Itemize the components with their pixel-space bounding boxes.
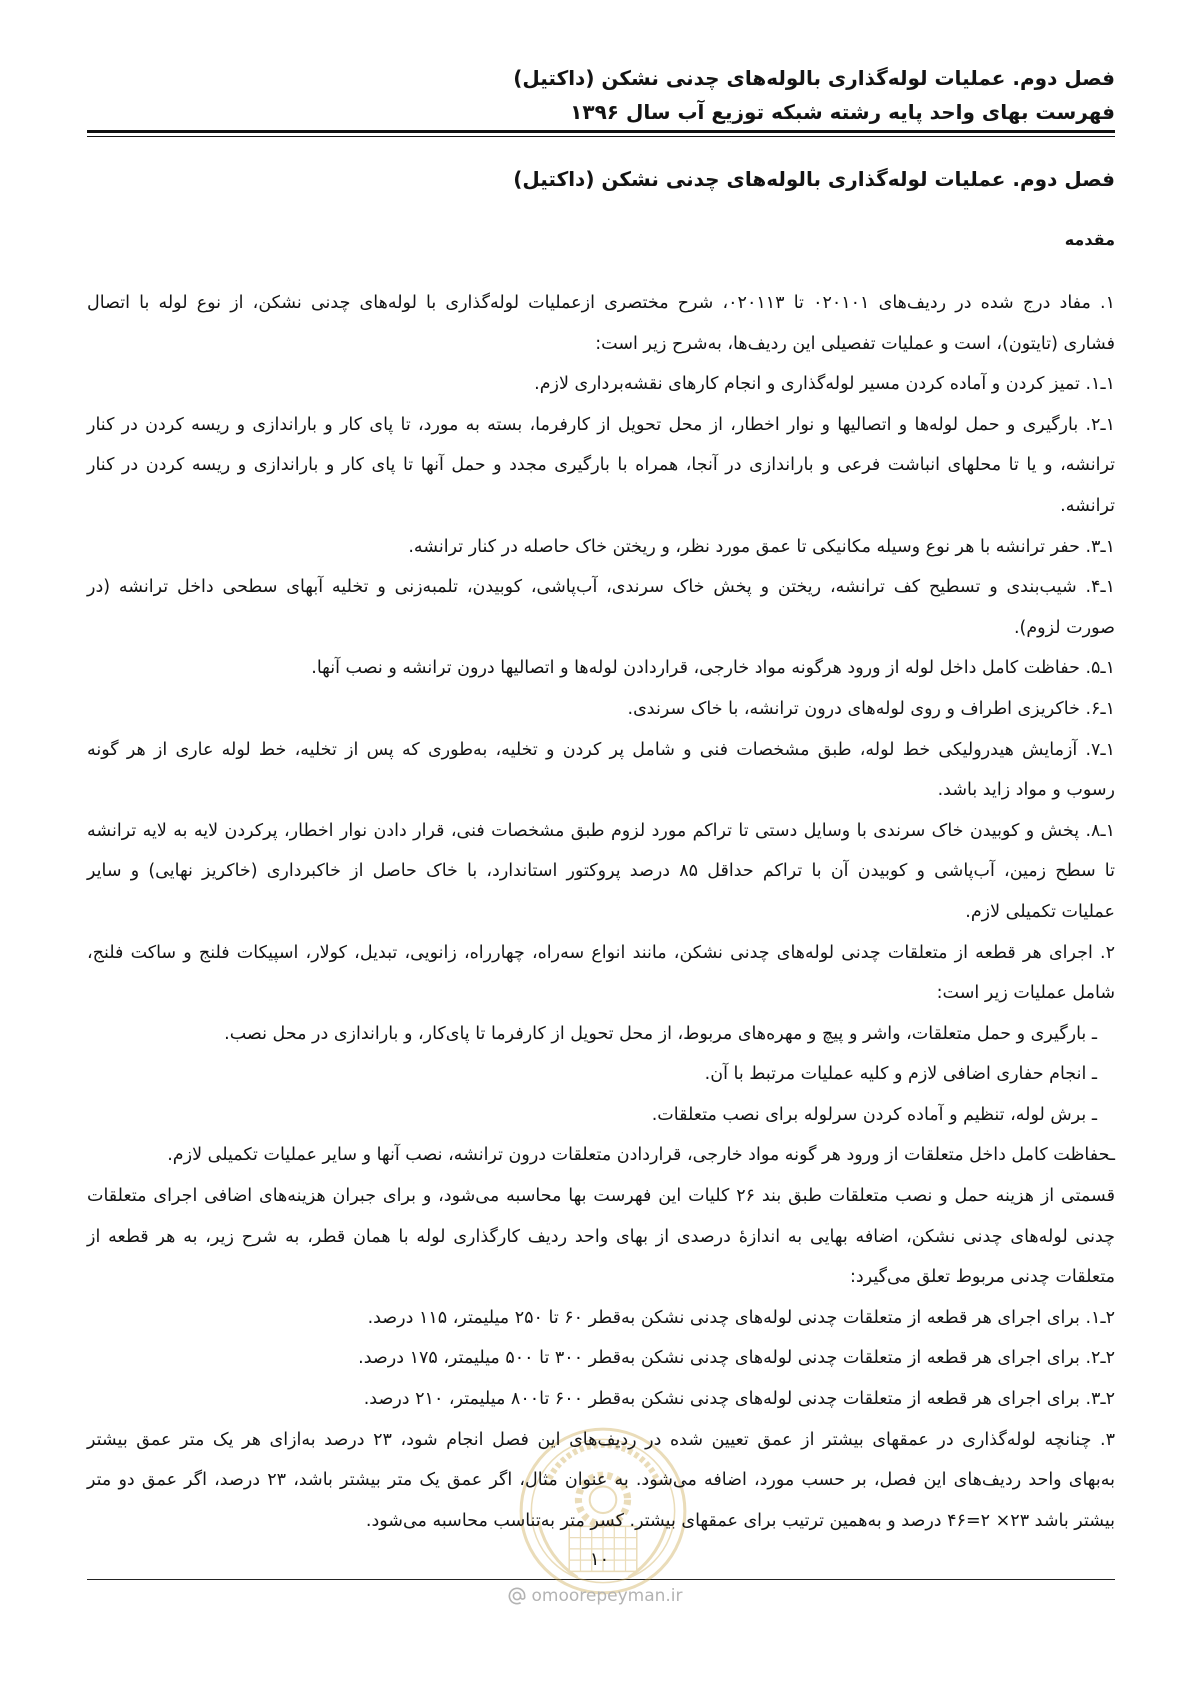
paragraph-1-4 xyxy=(87,567,1115,648)
text-line: ۱ـ۱. تمیز کردن و آماده کردن مسیر لوله‌گذاری و انجام کارهای نقشه‌برداری لازم. xyxy=(534,374,1115,395)
paragraph-2-2 xyxy=(87,1338,1115,1379)
text-line: ترانشه. xyxy=(1060,495,1115,516)
text-line: ـ بارگیری و حمل متعلقات، واشر و پیچ و مهره‌های مربوط، از محل تحویل از کارفرما تا پای‌کار، و باراندازی در محل نصب. xyxy=(224,1023,1097,1044)
text-line: ـ انجام حفاری اضافی لازم و کلیه عملیات مرتبط با آن. xyxy=(704,1064,1097,1085)
paragraph-1-3 xyxy=(87,527,1115,568)
text-line: رسوب و مواد زاید باشد. xyxy=(937,780,1115,801)
text-line: صورت لزوم). xyxy=(1013,617,1115,638)
text-line: ترانشه، و یا تا محلهای انباشت فرعی و باراندازی در آنجا، همراه با بارگیری مجدد و حمل آنها تا پای کار و باراندازی و ریسه کردن در کنار xyxy=(87,455,1115,476)
bullet-item xyxy=(87,1054,1115,1095)
text-line: ۱ـ۳. حفر ترانشه با هر نوع وسیله مکانیکی تا عمق مورد نظر، و ریختن خاک حاصله در کنار ترانشه. xyxy=(408,536,1115,557)
text-line: ۱ـ۸. پخش و کوبیدن خاک سرندی با وسایل دستی تا تراکم مورد لزوم طبق مشخصات فنی، قرار دادن نوار اخطار، پرکردن لایه به لایه ترانشه xyxy=(87,820,1115,841)
text-line: ۲ـ۳. برای اجرای هر قطعه از متعلقات چدنی لوله‌های چدنی نشکن به‌قطر ۶۰۰ تا۸۰۰ میلیمتر، ۲۱۰ درصد. xyxy=(363,1389,1115,1410)
body-text xyxy=(87,283,1115,1541)
text-line: بیشتر باشد ۲۳× ۲=۴۶ درصد و به‌همین ترتیب برای عمقهای بیشتر. کسر متر به‌تناسب محاسبه می‌شود. xyxy=(365,1510,1115,1531)
text-line: شامل عملیات زیر است: xyxy=(936,983,1115,1004)
text-line: عملیات تکمیلی لازم. xyxy=(965,901,1115,922)
running-header-price-list-title: فهرست بهای واحد پایه رشته شبکه توزیع آب سال ۱۳۹۶ xyxy=(570,100,1115,124)
paragraph-1-1 xyxy=(87,364,1115,405)
paragraph-2-3 xyxy=(87,1379,1115,1420)
text-line: به‌بهای واحد ردیف‌های این فصل، بر حسب مورد، اضافه می‌شود. به عنوان مثال، اگر عمق یک متر بیشتر باشد، ۲۳ درصد، اگر عمق دو متر xyxy=(87,1470,1116,1491)
text-line: ۱ـ۵. حفاظت کامل داخل لوله از ورود هرگونه مواد خارجی، قراردادن لوله‌ها و اتصالیها درون ترانشه و نصب آنها. xyxy=(311,658,1115,679)
bullet-item xyxy=(87,1014,1115,1055)
paragraph-1 xyxy=(87,283,1115,364)
paragraph-1-8 xyxy=(87,811,1115,933)
text-line: ۲. اجرای هر قطعه از متعلقات چدنی لوله‌های چدنی نشکن، مانند انواع سه‌راه، چهارراه، زانویی، تبدیل، کولار، اسپیکات فلنج و ساکت فلنج، xyxy=(87,942,1115,963)
paragraph-1-5 xyxy=(87,648,1115,689)
watermark-logo-icon xyxy=(508,1587,526,1605)
text-line: ۳. چنانچه لوله‌گذاری در عمقهای بیشتر از عمق تعیین شده در ردیف‌های این فصل انجام شود، ۲۳ درصد به‌ازای هر یک متر عمق بیشتر xyxy=(87,1429,1116,1450)
text-line: چدنی لوله‌های چدنی نشکن، اضافه بهایی به اندازهٔ درصدی از بهای واحد ردیف کارگذاری لوله با همان قطر، به شرح زیر، به هر قطعه از xyxy=(87,1226,1115,1247)
text-line: ۱ـ۷. آزمایش هیدرولیکی خط لوله، طبق مشخصات فنی و شامل پر کردن و تخلیه، به‌طوری که پس از تخلیه، خط لوله عاری از هر گونه xyxy=(87,739,1115,760)
paragraph-cost-note xyxy=(87,1176,1115,1298)
paragraph-1-2 xyxy=(87,405,1115,527)
text-line: فشاری (تایتون)، است و عملیات تفصیلی این ردیف‌ها، به‌شرح زیر است: xyxy=(595,333,1115,354)
running-header-chapter-title: فصل دوم. عملیات لوله‌گذاری بالوله‌های چدنی نشکن (داکتیل) xyxy=(513,66,1115,90)
text-line: ۱ـ۲. بارگیری و حمل لوله‌ها و اتصالیها و نوار اخطار، از محل تحویل از کارفرما، بسته به مورد، تا پای کار و باراندازی و ریسه کردن در کنار xyxy=(87,414,1115,435)
paragraph-2 xyxy=(87,933,1115,1014)
paragraph-2-1 xyxy=(87,1298,1115,1339)
text-line: متعلقات چدنی مربوط تعلق می‌گیرد: xyxy=(849,1267,1115,1288)
text-line: ۲ـ۲. برای اجرای هر قطعه از متعلقات چدنی لوله‌های چدنی نشکن به‌قطر ۳۰۰ تا ۵۰۰ میلیمتر، ۱۷۵ درصد. xyxy=(358,1348,1115,1369)
text-line: ـحفاظت کامل داخل متعلقات از ورود هر گونه مواد خارجی، قراردادن متعلقات درون ترانشه، نصب آنها و سایر عملیات تکمیلی لازم. xyxy=(167,1145,1115,1166)
page-number: ۱۰ xyxy=(589,1549,610,1570)
text-line: قسمتی از هزینه حمل و نصب متعلقات طبق بند ۲۶ کلیات این فهرست بها محاسبه می‌شود، و برای جبران هزینه‌های اضافی اجرای متعلقات xyxy=(87,1186,1115,1207)
watermark-text: omoorepeyman.ir xyxy=(531,1586,683,1606)
text-line: ۱. مفاد درج شده در ردیف‌های ۰۲۰۱۰۱ تا ۰۲۰۱۱۳، شرح مختصری ازعملیات لوله‌گذاری با لوله‌های چدنی نشکن، از نوع لوله با اتصال xyxy=(87,293,1115,313)
text-line: ـ برش لوله، تنظیم و آماده کردن سرلوله برای نصب متعلقات. xyxy=(651,1104,1097,1125)
text-line: ۱ـ۶. خاکریزی اطراف و روی لوله‌های درون ترانشه، با خاک سرندی. xyxy=(627,698,1115,719)
paragraph-3 xyxy=(87,1420,1115,1542)
header-rule-thick xyxy=(87,130,1115,133)
bullet-item xyxy=(87,1095,1115,1136)
watermark xyxy=(0,1584,1191,1608)
subheading: مقدمه xyxy=(1064,230,1115,249)
section-title: فصل دوم. عملیات لوله‌گذاری بالوله‌های چدنی نشکن (داکتیل) xyxy=(513,167,1115,191)
text-line: تا سطح زمین، آب‌پاشی و کوبیدن آن با تراکم حداقل ۸۵ درصد پروکتور استاندارد، با خاک حاصل از خاکبرداری (خاکریز نهایی) و سایر xyxy=(87,861,1115,882)
text-line: ۱ـ۴. شیب‌بندی و تسطیح کف ترانشه، ریختن و پخش خاک سرندی، آب‌پاشی، کوبیدن، تلمبه‌زنی و تخلیه آبهای سطحی داخل ترانشه (در xyxy=(87,577,1115,598)
bullet-item xyxy=(87,1135,1115,1176)
paragraph-1-7 xyxy=(87,730,1115,811)
text-line: ۲ـ۱. برای اجرای هر قطعه از متعلقات چدنی لوله‌های چدنی نشکن به‌قطر ۶۰ تا ۲۵۰ میلیمتر، ۱۱۵ درصد. xyxy=(367,1307,1115,1328)
paragraph-1-6 xyxy=(87,689,1115,730)
header-rule-thin xyxy=(87,136,1115,137)
